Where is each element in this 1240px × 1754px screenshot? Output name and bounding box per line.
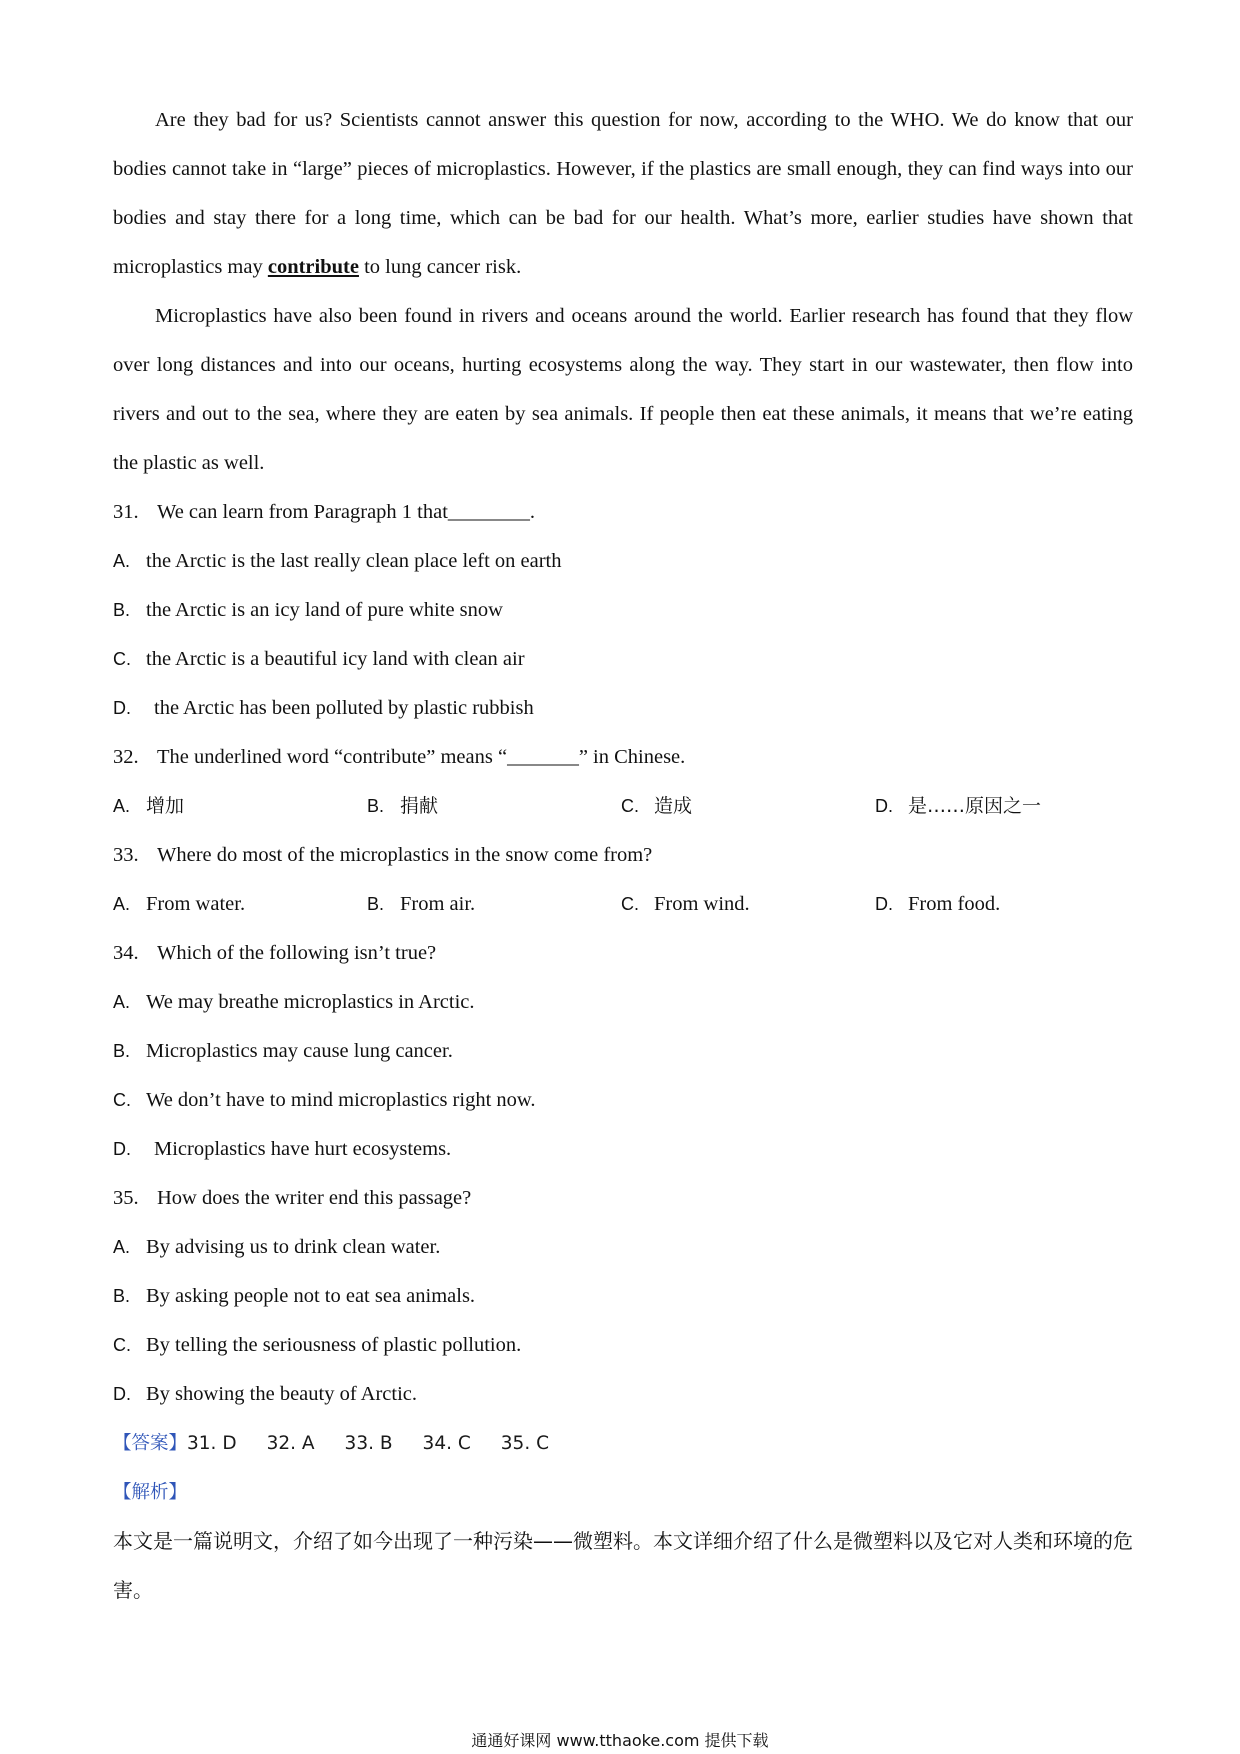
option-letter: D. xyxy=(875,796,893,816)
option-text: 捐献 xyxy=(400,795,439,817)
option-text: the Arctic is the last really clean place left on earth xyxy=(146,550,562,572)
answer-item: 32. A xyxy=(266,1433,315,1454)
option-text: We may breathe microplastics in Arctic. xyxy=(146,991,475,1013)
option-letter: D. xyxy=(113,1139,131,1159)
question-31 xyxy=(113,488,1133,537)
question-34 xyxy=(113,929,1133,978)
option-32-c xyxy=(621,782,875,831)
question-35 xyxy=(113,1174,1133,1223)
option-text: From food. xyxy=(908,893,1001,915)
option-letter: B. xyxy=(367,796,385,816)
option-text: 增加 xyxy=(146,795,185,817)
question-text: How does the writer end this passage? xyxy=(157,1187,472,1209)
question-text: Which of the following isn’t true? xyxy=(157,942,437,964)
analysis-text: 本文是一篇说明文，介绍了如今出现了一种污染——微塑料。本文详细介绍了什么是微塑料以及它对人类和环境的危害。 xyxy=(113,1529,1133,1602)
option-text: the Arctic is an icy land of pure white snow xyxy=(146,599,503,621)
question-text: Where do most of the microplastics in the snow come from? xyxy=(157,844,653,866)
paragraph-1-text-start: Are they bad for us? Scientists cannot answer this question for now, according to the WHO. We do know that our bodies cannot take in “large” pieces of microplastics. However, if the plastics are small enough, they can find ways into our bodies and stay there for a long time, which can be bad for our health. What’s more, earlier studies have shown that microplastics may xyxy=(113,109,1133,278)
analysis-heading xyxy=(113,1468,1133,1517)
paragraph-1-text-end: to lung cancer risk. xyxy=(358,256,522,278)
option-text: From wind. xyxy=(654,893,750,915)
option-letter: D. xyxy=(113,1384,131,1404)
option-letter: C. xyxy=(621,894,639,914)
options-row-32 xyxy=(113,782,1133,831)
option-35-a xyxy=(113,1223,1133,1272)
option-34-b xyxy=(113,1027,1133,1076)
option-letter: A. xyxy=(113,1237,131,1257)
answer-item: 31. D xyxy=(187,1433,237,1454)
option-text: Microplastics may cause lung cancer. xyxy=(146,1040,453,1062)
passage-paragraph-2: Microplastics have also been found in rivers and oceans around the world. Earlier research has found that they flow over long distances and into our oceans, hurting ecosystems along the way. They start in our wastewater, then flow into rivers and out to the sea, where they are eaten by sea animals. If people then eat these animals, it means that we’re eating the plastic as well. xyxy=(113,305,1133,474)
option-text: By asking people not to eat sea animals. xyxy=(146,1285,476,1307)
option-text: 是……原因之一 xyxy=(908,795,1042,817)
answer-line xyxy=(113,1419,1133,1468)
document-page xyxy=(113,96,1133,1615)
option-letter: C. xyxy=(113,1090,131,1110)
option-34-c xyxy=(113,1076,1133,1125)
option-33-b xyxy=(367,880,621,929)
option-35-b xyxy=(113,1272,1133,1321)
analysis-label: 【解析】 xyxy=(113,1482,188,1503)
option-31-a xyxy=(113,537,1133,586)
option-letter: A. xyxy=(113,551,131,571)
option-text: By advising us to drink clean water. xyxy=(146,1236,441,1258)
option-letter: C. xyxy=(621,796,639,816)
option-letter: D. xyxy=(113,698,131,718)
option-32-d xyxy=(875,782,1129,831)
option-33-d xyxy=(875,880,1129,929)
option-33-a xyxy=(113,880,367,929)
answer-item: 34. C xyxy=(422,1433,471,1454)
option-33-c xyxy=(621,880,875,929)
option-text: From air. xyxy=(400,893,476,915)
options-row-33 xyxy=(113,880,1133,929)
option-34-a xyxy=(113,978,1133,1027)
option-34-d xyxy=(113,1125,1133,1174)
option-letter: A. xyxy=(113,894,131,914)
option-letter: B. xyxy=(367,894,385,914)
question-text: We can learn from Paragraph 1 that________. xyxy=(157,501,536,523)
option-letter: A. xyxy=(113,796,131,816)
option-letter: B. xyxy=(113,600,131,620)
question-number: 31. xyxy=(113,501,139,523)
answer-item: 35. C xyxy=(500,1433,550,1454)
option-31-b xyxy=(113,586,1133,635)
option-32-a xyxy=(113,782,367,831)
option-text: the Arctic has been polluted by plastic rubbish xyxy=(154,697,534,719)
option-text: We don’t have to mind microplastics right now. xyxy=(146,1089,536,1111)
question-number: 34. xyxy=(113,942,139,964)
option-32-b xyxy=(367,782,621,831)
option-text: the Arctic is a beautiful icy land with clean air xyxy=(146,648,525,670)
answer-item: 33. B xyxy=(344,1433,393,1454)
option-text: Microplastics have hurt ecosystems. xyxy=(154,1138,452,1160)
option-letter: C. xyxy=(113,1335,131,1355)
question-number: 33. xyxy=(113,844,139,866)
passage-paragraph-1 xyxy=(113,96,1133,292)
option-text: By telling the seriousness of plastic pollution. xyxy=(146,1334,522,1356)
question-32 xyxy=(113,733,1133,782)
question-number: 35. xyxy=(113,1187,139,1209)
option-text: By showing the beauty of Arctic. xyxy=(146,1383,418,1405)
option-letter: C. xyxy=(113,649,131,669)
page-footer: 通通好课网 www.tthaoke.com 提供下载 xyxy=(471,1731,769,1750)
question-number: 32. xyxy=(113,746,139,768)
question-text: The underlined word “contribute” means “_______” in Chinese. xyxy=(157,746,686,768)
option-text: From water. xyxy=(146,893,246,915)
question-33 xyxy=(113,831,1133,880)
option-letter: B. xyxy=(113,1286,131,1306)
option-letter: D. xyxy=(875,894,893,914)
option-35-c xyxy=(113,1321,1133,1370)
option-31-d xyxy=(113,684,1133,733)
option-35-d xyxy=(113,1370,1133,1419)
option-text: 造成 xyxy=(654,795,693,817)
option-letter: A. xyxy=(113,992,131,1012)
underlined-word-contribute: contribute xyxy=(267,256,359,278)
option-31-c xyxy=(113,635,1133,684)
answer-label: 【答案】 xyxy=(113,1433,188,1454)
option-letter: B. xyxy=(113,1041,131,1061)
